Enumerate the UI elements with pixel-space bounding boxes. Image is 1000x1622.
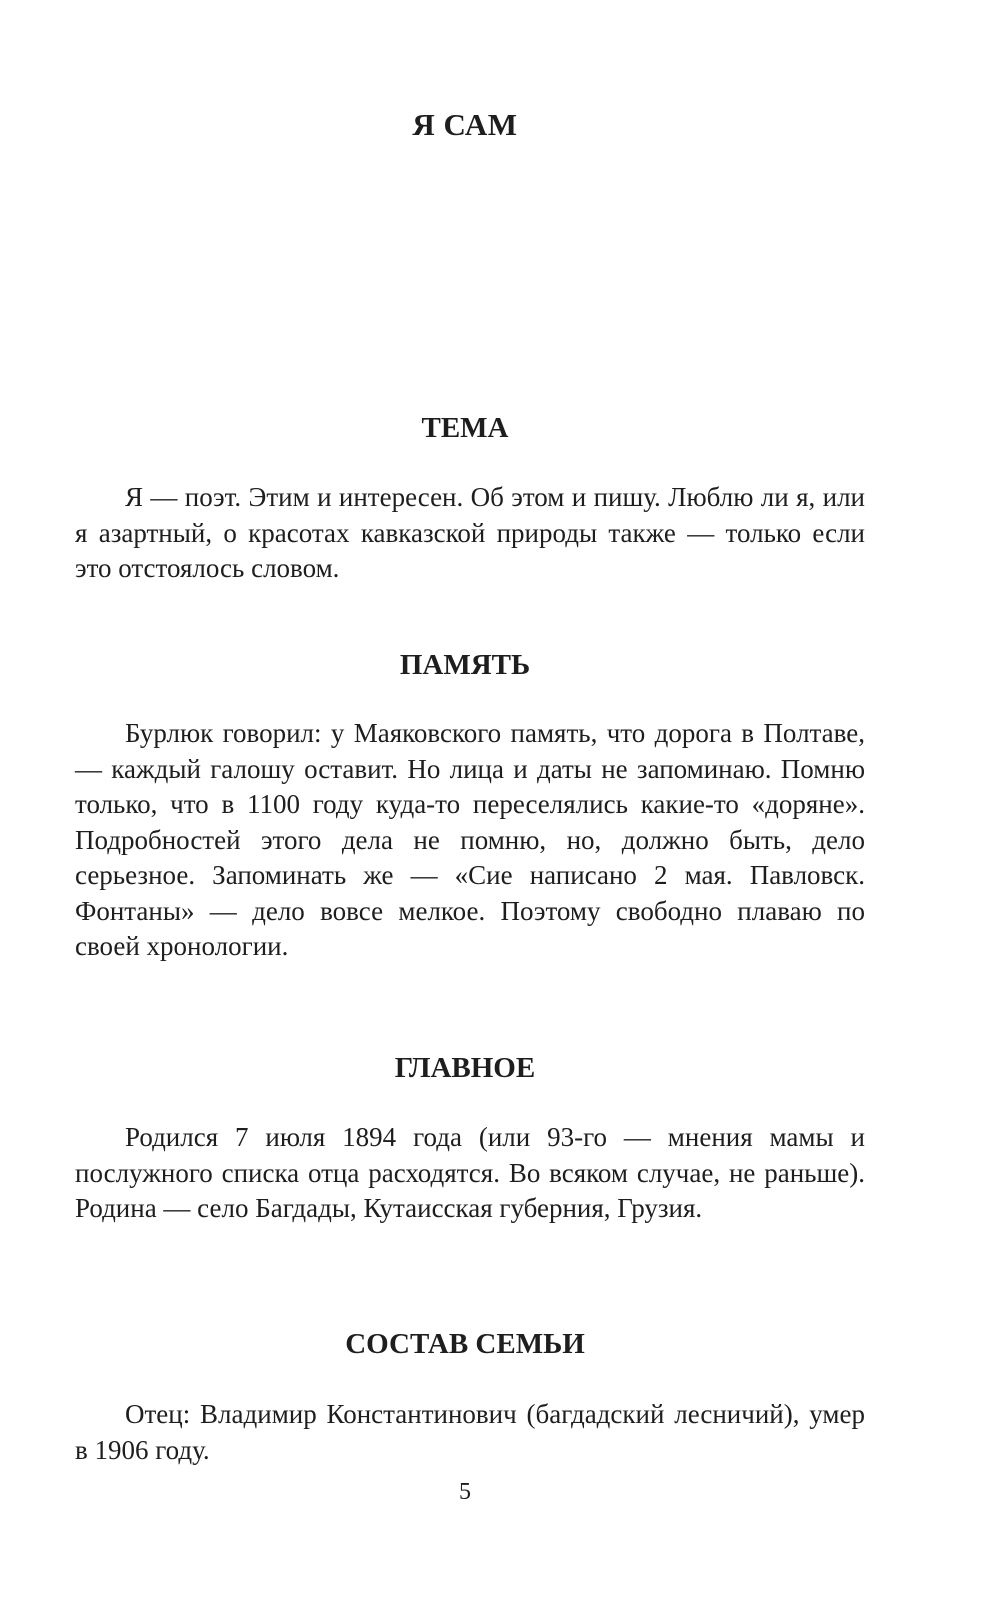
section-text-tema: Я — поэт. Этим и интересен. Об этом и пишу. Люблю ли я, или я азартный, о красотах кавказской природы также — только если это отстоялось словом.	[75, 482, 865, 583]
section-heading-pamyat: ПАМЯТЬ	[399, 649, 531, 681]
section-heading-glavnoe: ГЛАВНОЕ	[394, 1052, 536, 1084]
page-number: 5	[459, 1479, 471, 1505]
section-text-glavnoe: Родился 7 июля 1894 года (или 93-го — мнения мамы и послужного списка отца расходятся. Во всяком случае, не раньше). Родина — село Багдады, Кутаисская губерния, Грузия.	[75, 1122, 865, 1223]
section-heading-sostav-semi: СОСТАВ СЕМЬИ	[345, 1328, 585, 1360]
page-title: Я САМ	[412, 107, 518, 142]
section-text-pamyat: Бурлюк говорил: у Маяковского память, что дорога в Полтаве, — каждый галошу оставит. Но лица и даты не запоминаю. Помню только, что в 1100 году куда-то переселялись какие-то «доряне». Подробностей этого дела не помню, но, должно быть, дело серьезное. Запоминать же — «Сие написано 2 мая. Павловск. Фонтаны» — дело вовсе мелкое. Поэтому свободно плаваю по своей хронологии.	[75, 718, 865, 961]
section-heading-tema: ТЕМА	[421, 412, 509, 444]
section-text-sostav-semi: Отец: Владимир Константинович (багдадский лесничий), умер в 1906 году.	[75, 1399, 865, 1465]
